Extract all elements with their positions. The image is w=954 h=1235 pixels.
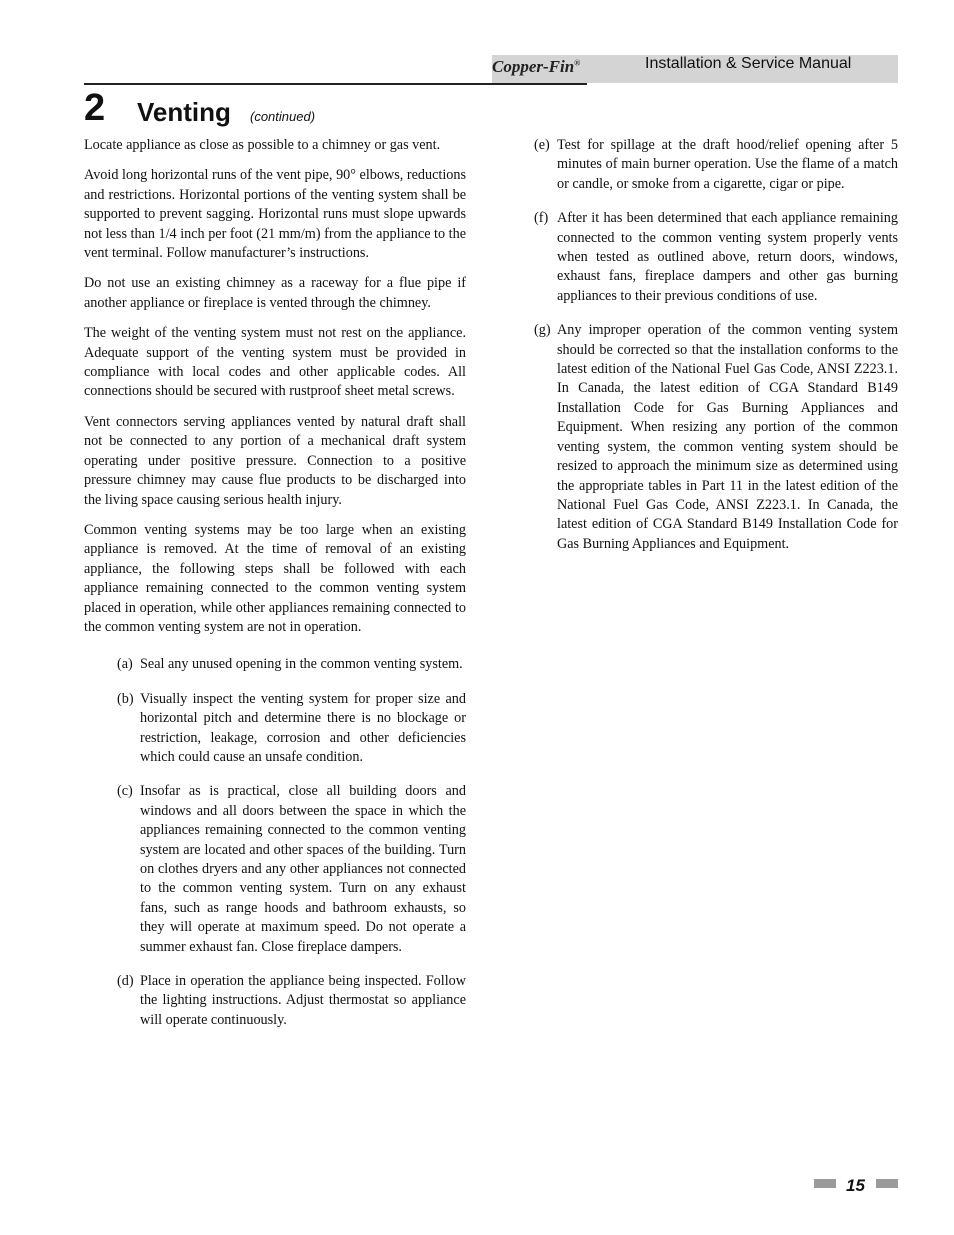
page-number: 15 xyxy=(846,1176,865,1195)
list-item-text: After it has been determined that each appliance remaining connected to the common venting system properly vents when tested as outlined above, return doors, windows, exhaust fans, fireplace dampers and other gas burning appliances to their previous conditions of use. xyxy=(557,210,898,304)
list-item-label: (d) xyxy=(117,973,134,990)
list-item-label: (a) xyxy=(117,656,133,673)
paragraph: Do not use an existing chimney as a raceway for a flue pipe if another appliance or fireplace is vented through the chimney. xyxy=(84,275,466,311)
list-item-label: (c) xyxy=(117,783,133,800)
list-item-text: Seal any unused opening in the common venting system. xyxy=(140,656,463,673)
list-item xyxy=(117,690,466,768)
brand-registered-mark: ® xyxy=(574,58,581,68)
brand-name: Copper-Fin xyxy=(492,57,575,76)
manual-title: Installation & Service Manual xyxy=(645,55,852,72)
paragraph: Locate appliance as close as possible to a chimney or gas vent. xyxy=(84,137,441,153)
brand-logo xyxy=(492,57,580,77)
list-item xyxy=(534,136,898,194)
list-item xyxy=(534,321,898,554)
paragraph: Common venting systems may be too large when an existing appliance is removed. At the time of removal of an existing appliance, the following steps shall be followed with each appliance remaining connected to the common venting system placed in operation, while other appliances remaining connected to the common venting system are not in operation. xyxy=(84,521,466,635)
paragraph: The weight of the venting system must not rest on the appliance. Adequate support of the venting system must be provided in compliance with local codes and other applicable codes. All connections should be secured with rustproof sheet metal screws. xyxy=(84,325,466,400)
list-item xyxy=(117,972,466,1030)
list-item-text: Place in operation the appliance being inspected. Follow the lighting instructions. Adjust thermostat so appliance will operate continuously. xyxy=(140,973,466,1028)
list-item xyxy=(117,655,466,674)
section-continued: (continued) xyxy=(250,109,316,124)
section-number: 2 xyxy=(84,87,106,129)
list-item-label: (e) xyxy=(534,137,550,153)
right-column xyxy=(534,136,898,569)
header-rule xyxy=(84,83,587,85)
list-item-label: (g) xyxy=(534,322,551,339)
list-item xyxy=(117,782,466,957)
list-item-text: Any improper operation of the common venting system should be corrected so that the installation conforms to the latest edition of the National Fuel Gas Code, ANSI Z223.1. In Canada, the latest edition of CGA Standard B149 Installation Code for Gas Burning Appliances and Equipment. When resizing any portion of the common venting system, the common venting system should be resized to approach the minimum size as determined using the appropriate tables in Part 11 in the latest edition of the National Fuel Gas Code, ANSI Z223.1. In Canada, the latest edition of CGA Standard B149 Installation Code for Gas Burning Appliances and Equipment. xyxy=(557,322,898,552)
page-number-bar-right xyxy=(876,1179,898,1188)
paragraph: Vent connectors serving appliances vented by natural draft shall not be connected to any portion of a mechanical draft system operating under positive pressure. Connection to a positive pressure chimney may cause flue products to be discharged into the living space causing serious health injury. xyxy=(84,413,466,508)
section-title: Venting xyxy=(137,97,231,127)
list-item-text: Visually inspect the venting system for proper size and horizontal pitch and determine there is no blockage or restriction, leakage, corrosion and other deficiencies which could cause an unsafe condition. xyxy=(140,690,466,765)
list-item-label: (f) xyxy=(534,210,549,227)
list-item-text: Insofar as is practical, close all building doors and windows and all doors between the space in which the appliances remaining connected to the common venting system are located and other spaces of the building. Turn on clothes dryers and any other appliances not connected to the common venting system. Turn on any exhaust fans, such as range hoods and bathroom exhausts, so they will operate at maximum speed. Do not operate a summer exhaust fan. Close fireplace dampers. xyxy=(140,783,466,955)
list-item xyxy=(534,209,898,306)
page-number-bar-left xyxy=(814,1179,836,1188)
spacer xyxy=(84,648,466,655)
list-item-text: Test for spillage at the draft hood/relief opening after 5 minutes of main burner operation. Use the flame of a match or candle, or smoke from a cigarette, cigar or pipe. xyxy=(557,137,898,192)
left-column xyxy=(84,136,466,1045)
list-item-label: (b) xyxy=(117,690,134,707)
paragraph: Avoid long horizontal runs of the vent pipe, 90° elbows, reductions and restrictions. Horizontal portions of the venting system shall be supported to prevent sagging. Horizontal runs must slope upwards not less than 1/4 inch per foot (21 mm/m) from the appliance to the vent terminal. Follow manufacturer’s instructions. xyxy=(84,167,466,262)
